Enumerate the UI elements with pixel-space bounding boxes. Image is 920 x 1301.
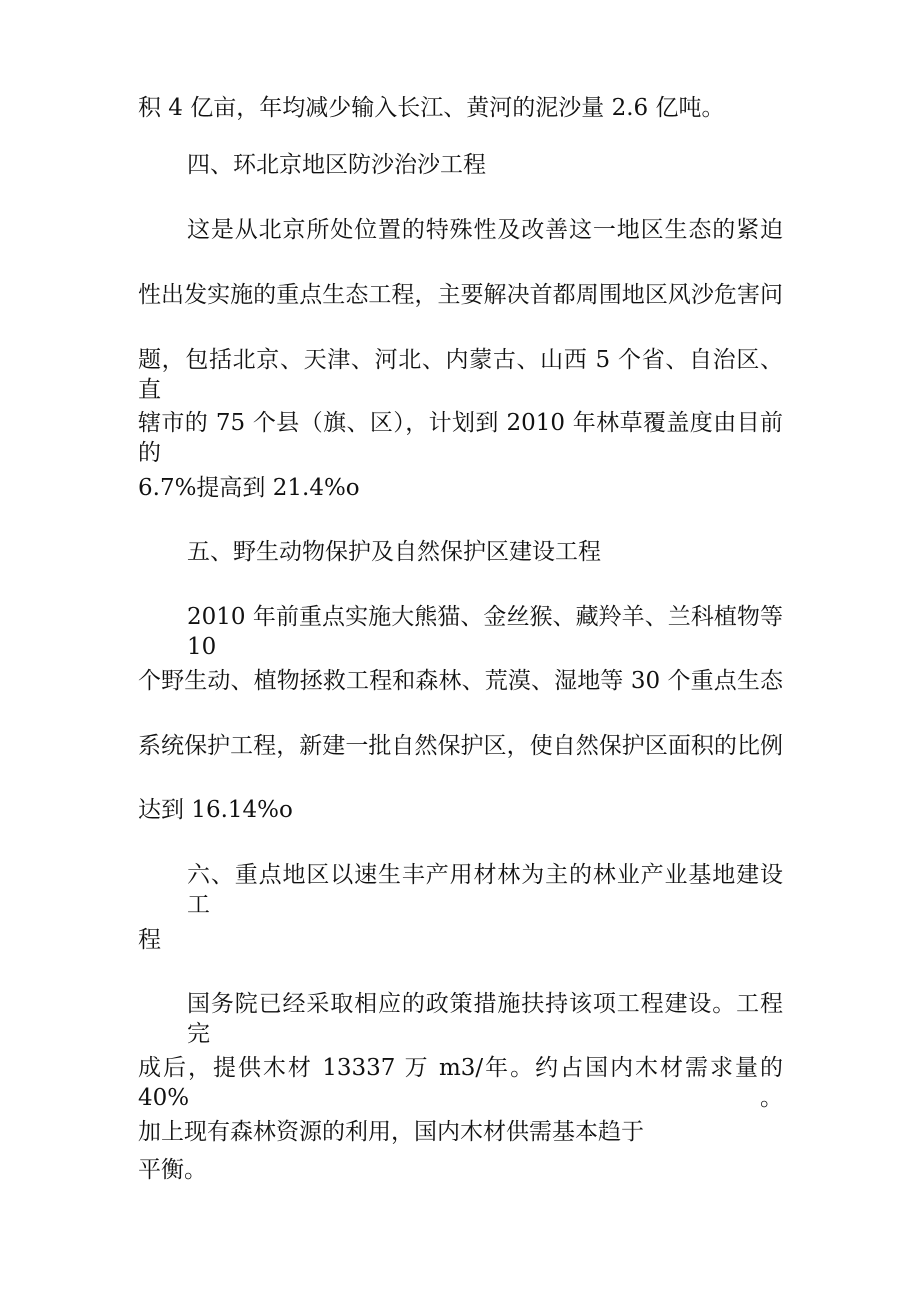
paragraph-line: 加上现有森林资源的利用，国内木材供需基本趋于 <box>138 1119 644 1145</box>
paragraph-line: 题，包括北京、天津、河北、内蒙古、山西 5 个省、自治区、直 <box>138 347 783 403</box>
paragraph-line: 这是从北京所处位置的特殊性及改善这一地区生态的紧迫 <box>187 217 783 243</box>
paragraph-line: 个野生动、植物拯救工程和森林、荒漠、湿地等 30 个重点生态 <box>138 668 783 694</box>
paragraph-line: 系统保护工程，新建一批自然保护区，使自然保护区面积的比例 <box>138 733 783 759</box>
paragraph-line: 性出发实施的重点生态工程，主要解决首都周围地区风沙危害问 <box>138 282 783 308</box>
paragraph-line: 积 4 亿亩，年均减少输入长江、黄河的泥沙量 2.6 亿吨。 <box>138 95 725 121</box>
section-heading: 四、环北京地区防沙治沙工程 <box>187 152 486 178</box>
paragraph-line: 辖市的 75 个县（旗、区），计划到 2010 年林草覆盖度由目前的 <box>138 410 783 466</box>
section-heading: 五、野生动物保护及自然保护区建设工程 <box>187 539 601 565</box>
paragraph-line: 6.7%提高到 21.4%o <box>138 475 360 501</box>
paragraph-line: 国务院已经采取相应的政策措施扶持该项工程建设。工程完 <box>187 991 783 1047</box>
section-heading: 六、重点地区以速生丰产用材林为主的林业产业基地建设工 <box>187 862 783 918</box>
section-heading-continued: 程 <box>138 927 161 953</box>
paragraph-line: 2010 年前重点实施大熊猫、金丝猴、藏羚羊、兰科植物等 10 <box>187 604 783 660</box>
paragraph-line: 达到 16.14%o <box>138 797 293 823</box>
paragraph-line: 成后，提供木材 13337 万 m3/年。约占国内木材需求量的 40%。 <box>138 1055 783 1111</box>
paragraph-line: 平衡。 <box>138 1157 207 1183</box>
